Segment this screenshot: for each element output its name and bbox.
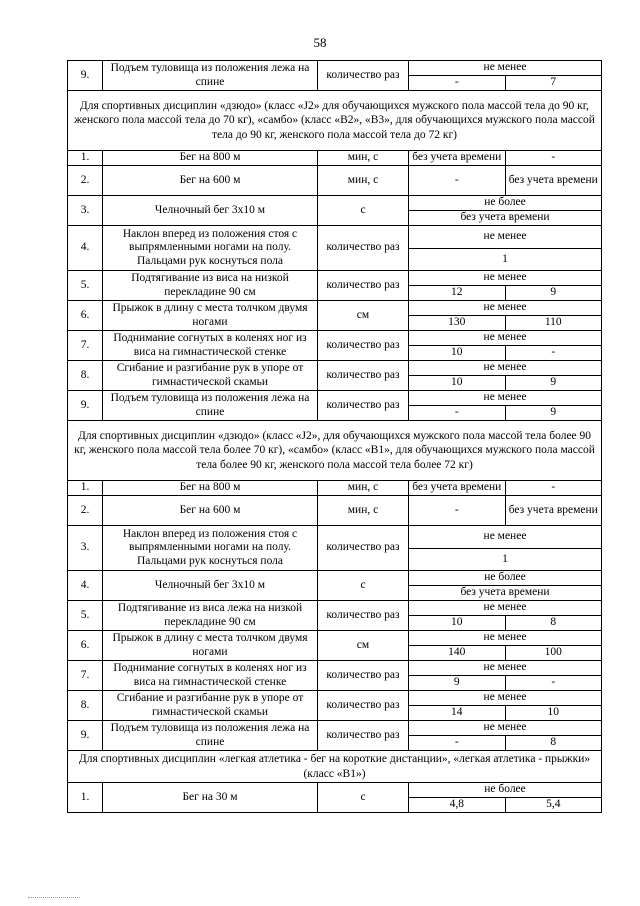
norm-qualifier: не менее: [409, 226, 602, 249]
value-female: -: [505, 151, 602, 166]
norm-qualifier: не менее: [409, 691, 602, 706]
unit: количество раз: [318, 526, 409, 571]
value-female: 9: [505, 286, 602, 301]
unit: с: [318, 783, 409, 813]
table-row: [68, 661, 602, 676]
norm-qualifier: не менее: [409, 661, 602, 676]
table-row: [68, 526, 602, 549]
value-common: без учета времени: [409, 211, 602, 226]
table-row: [68, 391, 602, 406]
table-row: [68, 196, 602, 211]
table-row: [68, 301, 602, 316]
row-number: 1.: [68, 481, 103, 496]
unit: см: [318, 631, 409, 661]
norm-qualifier: не менее: [409, 301, 602, 316]
row-number: 6.: [68, 631, 103, 661]
value-female: 8: [505, 616, 602, 631]
section-header-row: [68, 751, 602, 783]
norm-qualifier: не более: [409, 783, 602, 798]
exercise-name: Бег на 600 м: [103, 166, 318, 196]
value-male: 12: [409, 286, 506, 301]
value-male: -: [409, 76, 506, 91]
table-row: [68, 361, 602, 376]
value-male: -: [409, 736, 506, 751]
value-male: 10: [409, 616, 506, 631]
exercise-name: Бег на 30 м: [103, 783, 318, 813]
exercise-name: Прыжок в длину с места толчком двумя ногами: [103, 301, 318, 331]
value-female: 9: [505, 376, 602, 391]
value-male: без учета времени: [409, 481, 506, 496]
row-number: 9.: [68, 61, 103, 91]
value-female: 9: [505, 406, 602, 421]
unit: количество раз: [318, 661, 409, 691]
table-row: [68, 226, 602, 249]
table-row: [68, 496, 602, 526]
unit: количество раз: [318, 331, 409, 361]
row-number: 6.: [68, 301, 103, 331]
table-row: [68, 691, 602, 706]
norm-qualifier: не менее: [409, 721, 602, 736]
table-row: [68, 331, 602, 346]
row-number: 5.: [68, 601, 103, 631]
section-title: Для спортивных дисциплин «легкая атлетика - бег на короткие дистанции», «легкая атлетика - прыжки» (класс «B1»): [68, 751, 602, 783]
unit: мин, с: [318, 496, 409, 526]
table-row: [68, 721, 602, 736]
exercise-name: Подтягивание из виса лежа на низкой перекладине 90 см: [103, 601, 318, 631]
unit: с: [318, 196, 409, 226]
table-row: [68, 601, 602, 616]
table-row: [68, 151, 602, 166]
unit: см: [318, 301, 409, 331]
row-number: 3.: [68, 526, 103, 571]
norm-qualifier: не менее: [409, 526, 602, 549]
value-male: -: [409, 406, 506, 421]
standards-table: [67, 60, 602, 813]
value-female: 110: [505, 316, 602, 331]
value-male: 140: [409, 646, 506, 661]
value-male: 10: [409, 346, 506, 361]
exercise-name: Подъем туловища из положения лежа на спине: [103, 391, 318, 421]
table-row: [68, 571, 602, 586]
value-male: 4,8: [409, 798, 506, 813]
row-number: 3.: [68, 196, 103, 226]
exercise-name: Сгибание и разгибание рук в упоре от гимнастической скамьи: [103, 691, 318, 721]
table-row: [68, 481, 602, 496]
value-female: -: [505, 346, 602, 361]
row-number: 7.: [68, 331, 103, 361]
norm-qualifier: не менее: [409, 391, 602, 406]
norm-qualifier: не более: [409, 196, 602, 211]
value-female: 100: [505, 646, 602, 661]
norm-qualifier: не менее: [409, 361, 602, 376]
row-number: 8.: [68, 691, 103, 721]
row-number: 9.: [68, 391, 103, 421]
unit: количество раз: [318, 226, 409, 271]
value-male: -: [409, 166, 506, 196]
unit: с: [318, 571, 409, 601]
value-female: -: [505, 481, 602, 496]
value-male: -: [409, 496, 506, 526]
value-female: -: [505, 676, 602, 691]
value-female: 10: [505, 706, 602, 721]
unit: количество раз: [318, 721, 409, 751]
exercise-name: Бег на 600 м: [103, 496, 318, 526]
section-title: Для спортивных дисциплин «дзюдо» (класс «J2», для обучающихся мужского пола массой тела более 90 кг, женского пола массой тела более 70 кг), «самбо» (класс «B1», для обучающихся мужского пола массой тела более 90 кг, женского пола массой тела более 72 кг): [68, 421, 602, 481]
norm-qualifier: не более: [409, 571, 602, 586]
value-common: 1: [409, 549, 602, 571]
row-number: 7.: [68, 661, 103, 691]
exercise-name: Подъем туловища из положения лежа на спине: [103, 61, 318, 91]
norm-qualifier: не менее: [409, 631, 602, 646]
table-row: [68, 61, 602, 76]
exercise-name: Челночный бег 3x10 м: [103, 571, 318, 601]
value-male: 9: [409, 676, 506, 691]
unit: мин, с: [318, 151, 409, 166]
unit: количество раз: [318, 391, 409, 421]
value-female: без учета времени: [505, 496, 602, 526]
table-row: [68, 271, 602, 286]
value-female: 8: [505, 736, 602, 751]
unit: количество раз: [318, 691, 409, 721]
exercise-name: Прыжок в длину с места толчком двумя ногами: [103, 631, 318, 661]
row-number: 4.: [68, 226, 103, 271]
exercise-name: Челночный бег 3x10 м: [103, 196, 318, 226]
value-male: 130: [409, 316, 506, 331]
unit: количество раз: [318, 601, 409, 631]
row-number: 9.: [68, 721, 103, 751]
value-male: 10: [409, 376, 506, 391]
norm-qualifier: не менее: [409, 601, 602, 616]
table-row: [68, 631, 602, 646]
exercise-name: Наклон вперед из положения стоя с выпрямленными ногами на полу. Пальцами рук коснуться пола: [103, 526, 318, 571]
page-number: 58: [313, 35, 327, 50]
exercise-name: Поднимание согнутых в коленях ног из виса на гимнастической стенке: [103, 661, 318, 691]
row-number: 5.: [68, 271, 103, 301]
exercise-name: Подтягивание из виса на низкой перекладине 90 см: [103, 271, 318, 301]
unit: мин, с: [318, 166, 409, 196]
row-number: 2.: [68, 166, 103, 196]
exercise-name: Бег на 800 м: [103, 151, 318, 166]
value-male: 14: [409, 706, 506, 721]
norm-qualifier: не менее: [409, 271, 602, 286]
unit: количество раз: [318, 61, 409, 91]
table-row: [68, 166, 602, 196]
value-female: 7: [505, 76, 602, 91]
section-header-row: [68, 91, 602, 151]
exercise-name: Подъем туловища из положения лежа на спине: [103, 721, 318, 751]
norm-qualifier: не менее: [409, 61, 602, 76]
exercise-name: Сгибание и разгибание рук в упоре от гимнастической скамьи: [103, 361, 318, 391]
unit: количество раз: [318, 271, 409, 301]
row-number: 2.: [68, 496, 103, 526]
value-female: без учета времени: [505, 166, 602, 196]
row-number: 8.: [68, 361, 103, 391]
row-number: 1.: [68, 783, 103, 813]
exercise-name: Бег на 800 м: [103, 481, 318, 496]
value-common: без учета времени: [409, 586, 602, 601]
unit: мин, с: [318, 481, 409, 496]
unit: количество раз: [318, 361, 409, 391]
value-common: 1: [409, 249, 602, 271]
exercise-name: Наклон вперед из положения стоя с выпрямленными ногами на полу. Пальцами рук коснуться пола: [103, 226, 318, 271]
value-male: без учета времени: [409, 151, 506, 166]
norm-qualifier: не менее: [409, 331, 602, 346]
section-header-row: [68, 421, 602, 481]
row-number: 1.: [68, 151, 103, 166]
footer-mark: [28, 897, 80, 898]
exercise-name: Поднимание согнутых в коленях ног из виса на гимнастической стенке: [103, 331, 318, 361]
table-row: [68, 783, 602, 798]
value-female: 5,4: [505, 798, 602, 813]
section-title: Для спортивных дисциплин «дзюдо» (класс «J2» для обучающихся мужского пола массой тела до 90 кг, женского пола массой тела до 70 кг), «самбо» (класс «B2», «B3», для обучающихся мужского пола массой тела до 90 кг, женского пола массой тела до 72 кг): [68, 91, 602, 151]
row-number: 4.: [68, 571, 103, 601]
